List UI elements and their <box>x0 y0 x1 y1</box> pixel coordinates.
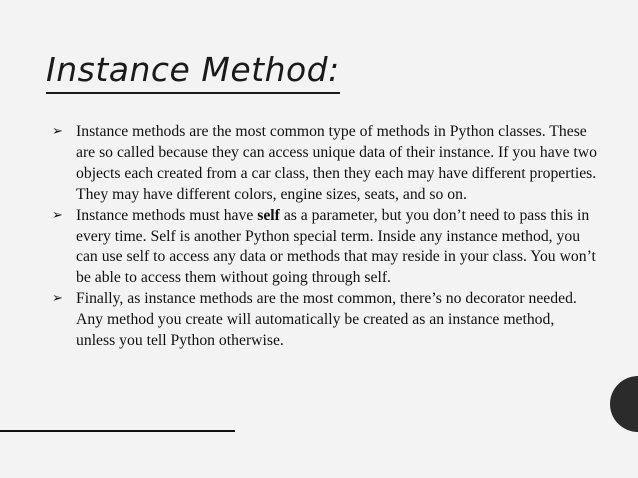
bullet-text-bold-keyword: self <box>257 206 280 224</box>
decorative-bottom-line <box>0 430 235 432</box>
bullet-text-end: as a parameter, but you don’t need to pass this in every time. Self is another Python special term. Inside any instance method, you can use self to access any data or methods that may reside in your class. You won’t be able to access them without going through self. <box>76 206 596 287</box>
arrow-bullet-icon: ➢ <box>52 207 63 223</box>
bullet-item <box>52 206 597 290</box>
bullet-text: Instance methods are the most common type of methods in Python classes. These are so called because they can access unique data of their instance. If you have two objects each created from a car class, then they each may have different properties. They may have different colors, engine sizes, seats, and so on. <box>76 123 597 203</box>
slide-title: Instance Method: <box>46 50 340 94</box>
arrow-bullet-icon: ➢ <box>52 124 63 139</box>
arrow-bullet-icon: ➢ <box>52 291 63 307</box>
bullet-item <box>52 289 597 352</box>
bullet-text-start: Instance methods must have <box>76 206 258 224</box>
decorative-circle <box>610 376 638 432</box>
bullet-item <box>52 122 597 206</box>
bullet-list <box>52 122 597 352</box>
bullet-text: Finally, as instance methods are the most common, there’s no decorator needed. Any method you create will automatically be created as an instance method, unless you tell Python otherwise. <box>76 290 577 350</box>
bullet-text <box>76 207 596 287</box>
